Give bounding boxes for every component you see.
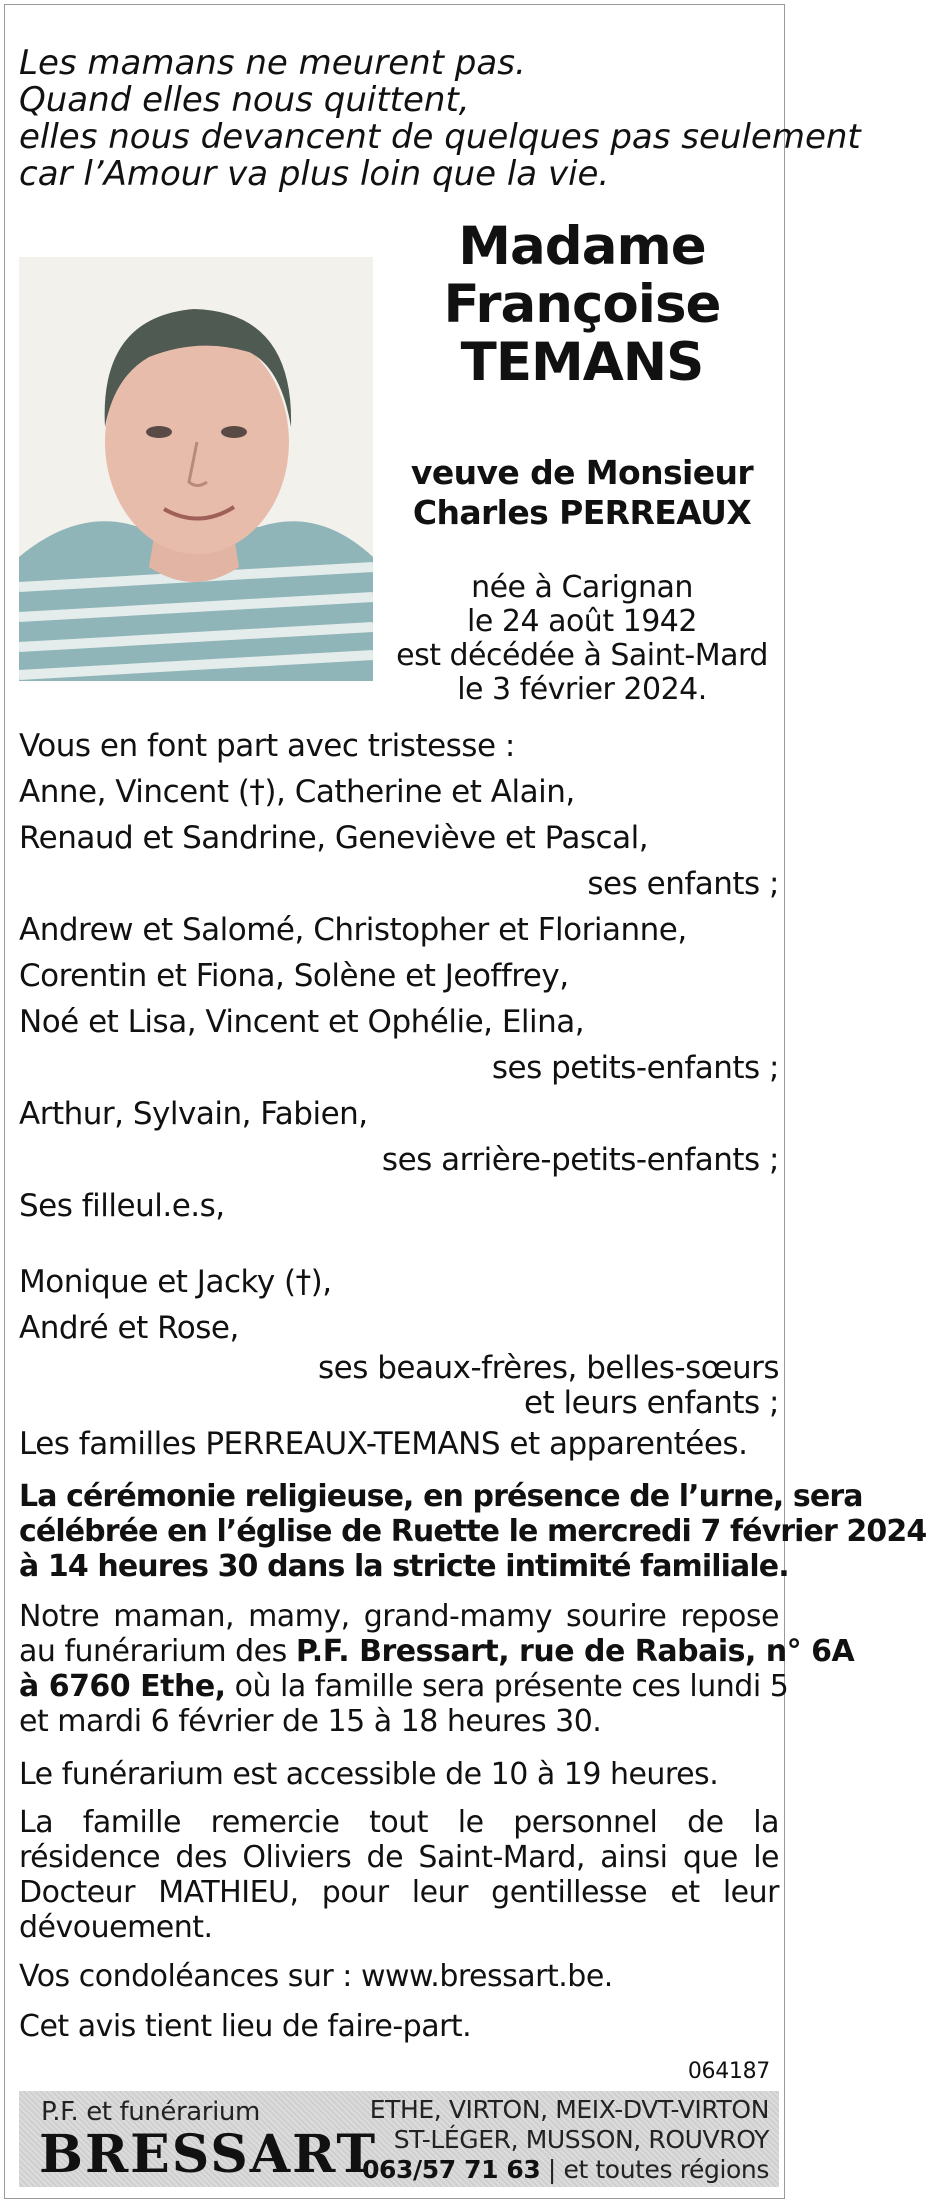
portrait-photo — [19, 257, 373, 681]
funerarium-line — [19, 1669, 789, 1704]
family-line: Andrew et Salomé, Christopher et Florianne, — [19, 912, 687, 948]
thanks-line: résidence des Oliviers de Saint-Mard, ainsi que le — [19, 1840, 779, 1875]
birth-death-info — [367, 571, 797, 707]
thanks — [19, 1805, 779, 1945]
family-line: Corentin et Fiona, Solène et Jeoffrey, — [19, 958, 569, 994]
family-relation-label: ses arrière-petits-enfants ; — [381, 1142, 779, 1178]
thanks-line: La famille remercie tout le personnel de la — [19, 1805, 779, 1840]
family-line: Ses filleul.e.s, — [19, 1188, 225, 1224]
funeral-home-phone: 063/57 71 63 — [362, 2155, 541, 2184]
funerarium-line: et mardi 6 février de 15 à 18 heures 30. — [19, 1704, 602, 1739]
opening-hours: Le funérarium est accessible de 10 à 19 heures. — [19, 1757, 719, 1792]
funerarium-line: Notre maman, mamy, grand-mamy sourire repose — [19, 1599, 779, 1634]
quote-line: Les mamans ne meurent pas. — [19, 43, 526, 83]
funerarium-info — [19, 1599, 855, 1739]
spacer — [19, 1229, 779, 1259]
family-intro: Vous en font part avec tristesse : — [19, 728, 515, 764]
family-line: Monique et Jacky (†), — [19, 1264, 332, 1300]
widow-line: veuve de Monsieur — [410, 453, 754, 492]
widow-of — [377, 453, 787, 533]
funerarium-address: P.F. Bressart, rue de Rabais, n° 6A — [295, 1634, 855, 1669]
family-relation-label: ses petits-enfants ; — [491, 1050, 779, 1086]
ceremony-line: célébrée en l’église de Ruette le mercredi 7 février 2024 — [19, 1514, 926, 1549]
family-list — [19, 723, 779, 1467]
funeral-home-tagline: P.F. et funérarium — [41, 2097, 260, 2127]
family-relation-label: et leurs enfants ; — [523, 1385, 779, 1421]
name-title: Madame — [458, 216, 706, 277]
funerarium-city: à 6760 Ethe, — [19, 1669, 226, 1704]
portrait-photo-icon — [19, 257, 373, 681]
last-name: TEMANS — [460, 332, 704, 393]
family-line: Renaud et Sandrine, Geneviève et Pascal, — [19, 820, 649, 856]
family-relation-label: ses enfants ; — [587, 866, 779, 902]
ceremony-line: à 14 heures 30 dans la stricte intimité familiale. — [19, 1549, 789, 1584]
funerarium-text: au funérarium des — [19, 1634, 296, 1669]
funeral-home-towns: ST-LÉGER, MUSSON, ROUVROY — [393, 2125, 769, 2154]
death-date: le 3 février 2024. — [457, 672, 707, 707]
first-name: Françoise — [443, 274, 721, 335]
widow-line: Charles PERREAUX — [412, 493, 752, 532]
family-line: Anne, Vincent (†), Catherine et Alain, — [19, 774, 575, 810]
family-line: André et Rose, — [19, 1310, 239, 1346]
thanks-line: Docteur MATHIEU, pour leur gentillesse et leur — [19, 1875, 779, 1910]
funerarium-text: où la famille sera présente ces lundi 5 — [225, 1669, 789, 1704]
funeral-home-logo: BRESSART — [39, 2124, 378, 2185]
funeral-home-towns: ETHE, VIRTON, MEIX-DVT-VIRTON — [369, 2095, 769, 2124]
funerarium-line — [19, 1634, 855, 1669]
quote-line: car l’Amour va plus loin que la vie. — [19, 154, 610, 194]
condolences-link: Vos condoléances sur : www.bressart.be. — [19, 1959, 613, 1994]
funeral-home-regions: | et toutes régions — [540, 2155, 769, 2184]
family-line: Arthur, Sylvain, Fabien, — [19, 1096, 368, 1132]
funeral-home-phone-line — [362, 2155, 769, 2185]
family-line: Les familles PERREAUX-TEMANS et apparentées. — [19, 1426, 748, 1462]
funeral-home-contact — [362, 2095, 769, 2185]
family-line: Noé et Lisa, Vincent et Ophélie, Elina, — [19, 1004, 585, 1040]
birth-place: née à Carignan — [471, 570, 693, 605]
reference-number: 064187 — [687, 2059, 770, 2084]
obituary-notice — [4, 4, 926, 2199]
notice-text: Cet avis tient lieu de faire-part. — [19, 2009, 472, 2044]
ceremony-info — [19, 1479, 926, 1584]
quote-line: elles nous devancent de quelques pas seulement — [19, 117, 861, 157]
birth-date: le 24 août 1942 — [467, 604, 697, 639]
deceased-name — [377, 218, 787, 392]
death-place: est décédée à Saint-Mard — [396, 638, 768, 673]
ceremony-line: La cérémonie religieuse, en présence de l’urne, sera — [19, 1479, 863, 1514]
thanks-line: dévouement. — [19, 1910, 213, 1945]
quote-line: Quand elles nous quittent, — [19, 80, 470, 120]
opening-quote — [19, 43, 861, 194]
funeral-home-banner — [19, 2091, 779, 2187]
family-relation-label: ses beaux-frères, belles-sœurs — [318, 1350, 779, 1386]
